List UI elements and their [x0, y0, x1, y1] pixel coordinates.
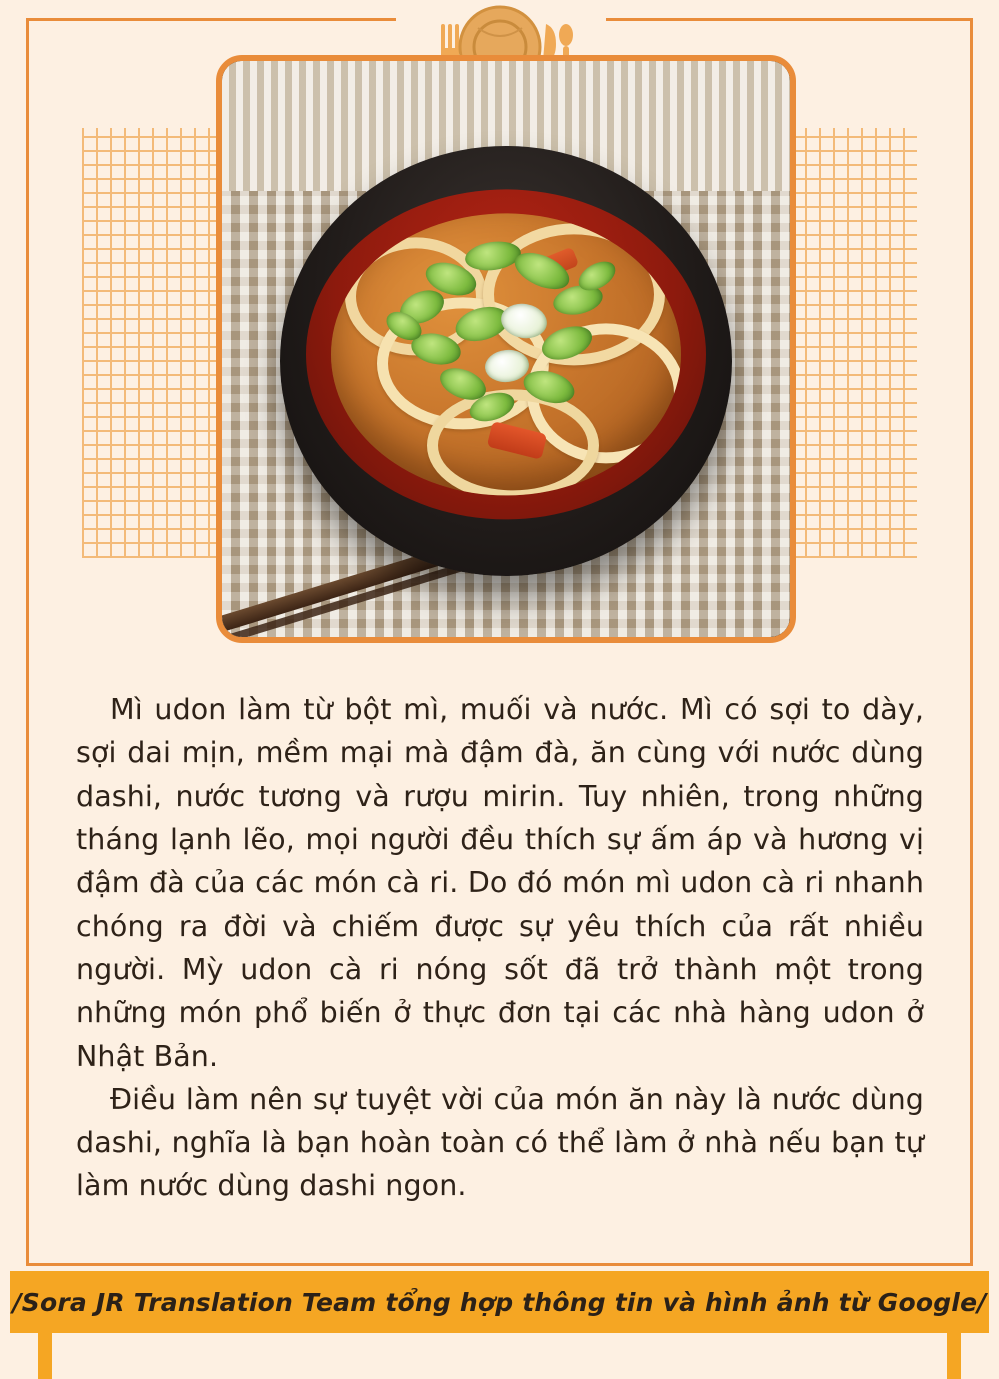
- scallion-topping: [381, 230, 631, 440]
- article-paragraph-2: Điều làm nên sự tuyệt vời của món ăn này là nước dùng dashi, nghĩa là bạn hoàn toàn có thể làm ở nhà nếu bạn tự làm nước dùng dashi ngon.: [76, 1082, 924, 1203]
- grid-pattern-right: [777, 128, 917, 558]
- grid-pattern-left: [82, 128, 222, 558]
- footer-banner: [10, 1271, 989, 1333]
- article-body: [76, 688, 924, 1208]
- black-bowl: [280, 146, 732, 576]
- dish-photo: [216, 55, 796, 643]
- footer-tab-left: [38, 1333, 52, 1379]
- article-paragraph-1: Mì udon làm từ bột mì, muối và nước. Mì có sợi to dày, sợi dai mịn, mềm mại mà đậm đà, ăn cùng với nước dùng dashi, nước tương và rượu mirin. Tuy nhiên, trong những tháng lạnh lẽo, mọi người đều thích sự ấm áp và hương vị đậm đà của các món cà ri. Do đó món mì udon cà ri nhanh chóng ra đời và chiếm được sự yêu thích của rất nhiều người. Mỳ udon cà ri nóng sốt đã trở thành một trong những món phổ biến ở thực đơn tại các nhà hàng udon ở Nhật Bản.: [76, 693, 924, 1073]
- footer-tab-right: [947, 1333, 961, 1379]
- footer-credit: /Sora JR Translation Team tổng hợp thông tin và hình ảnh từ Google/: [12, 1287, 987, 1317]
